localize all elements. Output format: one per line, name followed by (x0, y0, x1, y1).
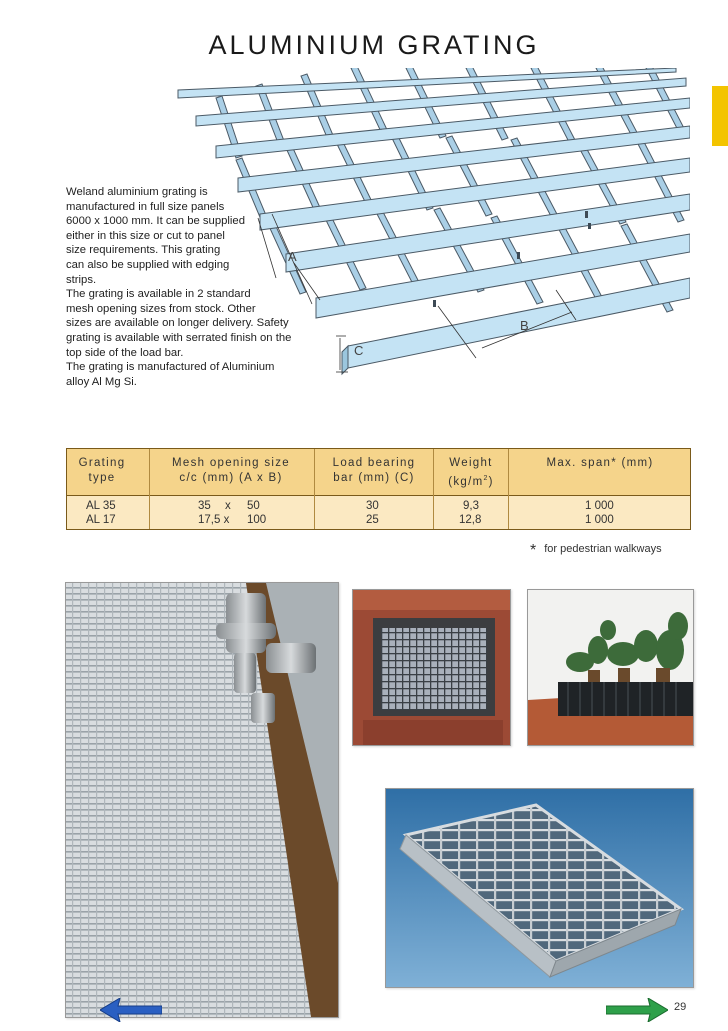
header-mesh-line1: Mesh opening size (172, 457, 290, 469)
header-max-span (510, 456, 690, 471)
dimension-label-b: B (520, 318, 529, 333)
intro-paragraph: Weland aluminium grating is manufactured in full size panels 6000 x 1000 mm. It can be supplied either in this size or cut to panel size requirements. This grating can also be supplied with edging strips. The grating is available in 2 standard mesh opening sizes from stock. Other sizes are available on longer delivery. Safety grating is available with serrated finish on the top side of the load bar. The grating is manufactured of Aluminium alloy Al Mg Si. (66, 186, 292, 388)
header-load-line2: bar (mm) (C) (333, 472, 415, 484)
cell-span: 1 000 (585, 500, 614, 512)
table-divider (433, 449, 434, 529)
page-title: ALUMINIUM GRATING (208, 30, 540, 60)
stair-photo-art (386, 789, 693, 987)
dimension-label-a: A (288, 249, 297, 264)
cell-weight: 12,8 (459, 514, 482, 526)
section-tab (712, 86, 728, 146)
header-load-line1: Load bearing (332, 457, 416, 469)
cell-mesh-x: x (225, 500, 231, 512)
radiator-photo-art (528, 590, 693, 745)
cell-type: AL 17 (86, 514, 116, 526)
radiator-cover-photo (527, 589, 694, 746)
table-divider (149, 449, 150, 529)
header-mesh-size (151, 456, 311, 486)
cell-load: 25 (366, 514, 379, 526)
header-weight (435, 456, 507, 490)
cell-type: AL 35 (86, 500, 116, 512)
page-number: 29 (674, 1001, 687, 1013)
footnote (530, 542, 662, 560)
table-divider (314, 449, 315, 529)
header-weight-close: ) (488, 475, 494, 488)
next-page-arrow-icon[interactable] (606, 998, 668, 1022)
cell-mesh-b: 100 (247, 514, 267, 526)
intro-text (66, 185, 326, 389)
header-grating-type (67, 456, 137, 486)
walkway-grating-photo (65, 582, 339, 1018)
dimension-label-c: C (354, 343, 364, 358)
header-type-line2: type (88, 472, 116, 484)
header-weight-sup: 2 (483, 475, 489, 482)
table-divider (508, 449, 509, 529)
window-grating-photo (352, 589, 511, 746)
cell-weight: 9,3 (463, 500, 479, 512)
footnote-text: for pedestrian walkways (544, 543, 662, 555)
header-mesh-line2: c/c (mm) (A x B) (179, 472, 283, 484)
spec-table (66, 448, 691, 530)
cell-span: 1 000 (585, 514, 614, 526)
cell-mesh-a: 17,5 x (198, 514, 230, 526)
footnote-star: * (530, 542, 537, 559)
cell-mesh-a: 35 (198, 500, 211, 512)
cell-mesh-b: 50 (247, 500, 260, 512)
header-weight-line1: Weight (449, 457, 493, 469)
header-span-line1: Max. span* (mm) (546, 457, 654, 469)
header-weight-unit: (kg/m (448, 475, 484, 488)
header-weight-line2 (435, 471, 507, 490)
walkway-photo-art (66, 583, 338, 1017)
previous-page-arrow-icon[interactable] (100, 998, 162, 1022)
window-photo-art (353, 590, 510, 745)
cell-load: 30 (366, 500, 379, 512)
stair-tread-photo (385, 788, 694, 988)
header-type-line1: Grating (78, 457, 126, 469)
header-load-bar (316, 456, 432, 486)
